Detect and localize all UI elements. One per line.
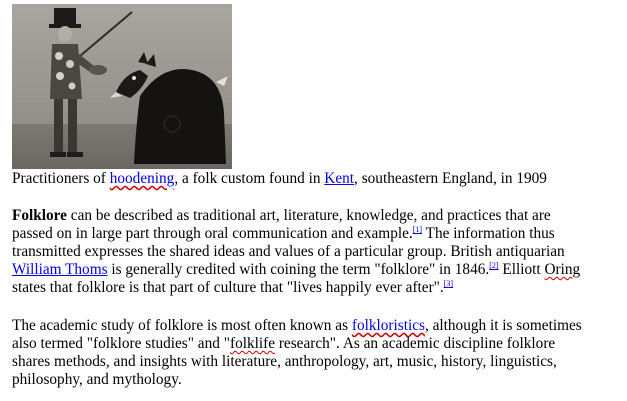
photo-caption xyxy=(12,170,547,188)
paragraph-text: is generally credited with coining the term "folklore" in 1846. xyxy=(107,261,490,278)
paragraph-2-line-3 xyxy=(12,353,557,371)
caption-text: Practitioners of xyxy=(12,170,110,187)
term-folklore: Folklore xyxy=(12,207,67,224)
link-kent[interactable]: Kent xyxy=(324,170,355,187)
paragraph-2-line-4 xyxy=(12,371,182,389)
paragraph-text: Elliott xyxy=(498,261,545,278)
paragraph-text: passed on in large part through oral communication and example. xyxy=(12,225,413,242)
paragraph-text: states that folklore is that part of culture that "lives happily ever after". xyxy=(12,279,444,296)
paragraph-1-line-1 xyxy=(12,207,551,225)
paragraph-text: , although it is sometimes xyxy=(424,317,582,334)
paragraph-text: can be described as traditional art, literature, knowledge, and practices that are xyxy=(66,207,551,224)
paragraph-1-line-5 xyxy=(12,279,453,297)
paragraph-text: The information thus xyxy=(422,225,555,242)
link-folkloristics[interactable]: folkloristics xyxy=(351,317,425,334)
paragraph-text: research". As an academic discipline folklore xyxy=(275,335,556,352)
paragraph-text: also termed "folklore studies" and " xyxy=(12,335,230,352)
hoodening-photo-illustration xyxy=(12,4,232,169)
paragraph-2-line-2 xyxy=(12,335,555,353)
misspelled-word: folklife xyxy=(229,335,275,352)
citation-1[interactable]: [1] xyxy=(412,225,423,234)
caption-text: , a folk custom found in xyxy=(174,170,325,187)
hoodening-photo xyxy=(12,4,232,169)
link-hoodening[interactable]: hoodening xyxy=(109,170,175,187)
paragraph-1-line-2 xyxy=(12,225,555,243)
paragraph-1-line-3 xyxy=(12,243,565,261)
paragraph-2-line-1 xyxy=(12,317,582,335)
link-william-thoms[interactable]: William Thoms xyxy=(12,261,108,278)
paragraph-1-line-4 xyxy=(12,261,580,279)
paragraph-text: The academic study of folklore is most often known as xyxy=(12,317,352,334)
misspelled-word: Oring xyxy=(544,261,581,278)
paragraph-text: transmitted expresses the shared ideas and values of a particular group. British antiquarian xyxy=(12,243,565,260)
paragraph-text: shares methods, and insights with literature, anthropology, art, music, history, linguistics, xyxy=(12,353,557,370)
caption-text: , southeastern England, in 1909 xyxy=(354,170,547,187)
citation-2[interactable]: [2] xyxy=(489,261,499,270)
citation-3[interactable]: [3] xyxy=(443,279,454,288)
paragraph-text: philosophy, and mythology. xyxy=(12,371,182,388)
